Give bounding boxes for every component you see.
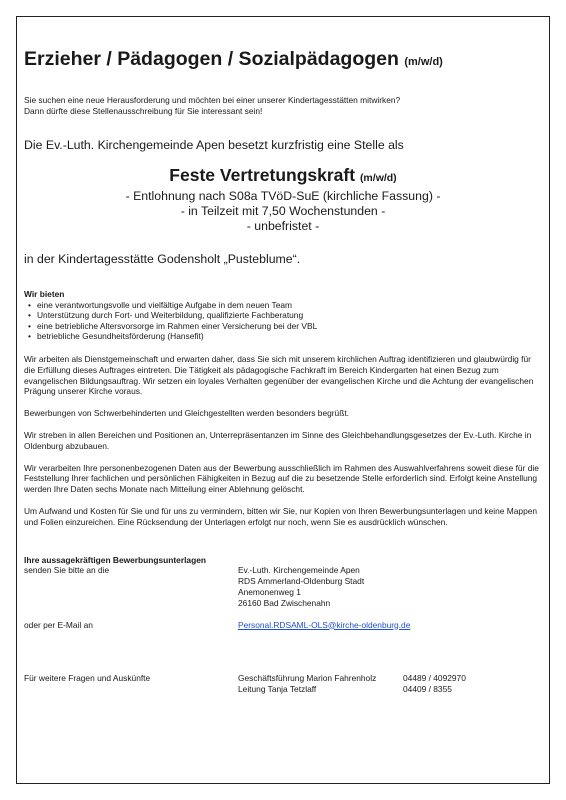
contacts-row — [24, 673, 542, 695]
offers-heading: Wir bieten — [24, 288, 65, 299]
application-email-row — [24, 620, 542, 631]
list-item: • betriebliche Gesundheitsförderung (Hansefit) — [37, 331, 542, 342]
location-text: in der Kindertagesstätte Godensholt „Pusteblume“. — [24, 251, 301, 266]
intro-line: Dann dürfte diese Stellenausschreibung für Sie interessant sein! — [24, 106, 263, 116]
email-link[interactable]: Personal.RDSAML-OLS@kirche-oldenburg.de — [238, 619, 411, 630]
paragraph-disability: Bewerbungen von Schwerbehinderten und Gleichgestellten werden besonders begrüßt. — [24, 408, 349, 419]
paragraph-expectations: Wir arbeiten als Dienstgemeinschaft und erwarten daher, dass Sie sich mit unserem kirchlichen Auftrag identifizieren und glaubwürdig für die Erfüllung dieses Auftrages eintreten. Die Tätigkeit als pädagogische Fachkraft im Bereich Kindergarten hat einen Bezug zum evangelischen Bildungsauftrag. Wir setzen ein loyales Verhalten gegenüber der evangelischen Kirche und die Achtung der evangelischen Prägung unserer Kirche voraus. — [24, 353, 534, 397]
list-item: • eine betriebliche Altersvorsorge im Rahmen einer Versicherung bei der VBL — [37, 321, 542, 332]
position-title-text: Feste Vertretungskraft — [169, 165, 356, 185]
page-title — [24, 46, 542, 75]
contacts-label: Für weitere Fragen und Auskünfte — [24, 673, 151, 684]
contact-entry — [238, 673, 542, 684]
offers-list — [24, 300, 542, 342]
list-item: • eine verantwortungsvolle und vielfältige Aufgabe in dem neuen Team — [37, 300, 542, 311]
lead-text: Die Ev.-Luth. Kirchengemeinde Apen besetzt kurzfristig eine Stelle als — [24, 138, 404, 152]
list-item: • Unterstützung durch Fort- und Weiterbildung, qualifizierte Fachberatung — [37, 310, 542, 321]
address-line: RDS Ammerland-Oldenburg Stadt — [238, 576, 365, 587]
position-pay: - Entlohnung nach S08a TVöD-SuE (kirchliche Fassung) - — [125, 189, 441, 203]
title-text: Erzieher / Pädagogen / Sozialpädagogen — [24, 48, 399, 70]
contact-name: Leitung Tanja Tetzlaff — [238, 684, 317, 695]
intro-line: Sie suchen eine neue Herausforderung und möchten bei einer unserer Kindertagesstätten mitwirken? — [24, 95, 401, 105]
address-line: 26160 Bad Zwischenahn — [238, 597, 331, 608]
mailing-address — [238, 565, 542, 608]
contacts-list — [238, 673, 542, 695]
intro-text — [24, 95, 542, 117]
paragraph-documents: Um Aufwand und Kosten für Sie und für uns zu vermindern, bitten wir Sie, nur Kopien von Ihren Bewerbungsunterlagen und keine Mappen und Folien einzureichen. Eine Rücksendung der Unterlagen erfolgt nur noch, wenn Sie es ausdrücklich wünschen. — [24, 505, 538, 527]
position-title-suffix: (m/w/d) — [359, 172, 397, 184]
application-heading: Ihre aussagekräftigen Bewerbungsunterlagen — [24, 554, 206, 565]
application-address-row — [24, 565, 542, 608]
send-label: senden Sie bitte an die — [24, 565, 110, 576]
paragraph-data-privacy: Wir verarbeiten Ihre personenbezogenen Daten aus der Bewerbung ausschließlich im Rahmen des Auswahlverfahrens soweit diese für die Feststellung Ihrer fachlichen und persönlichen Fähigkeiten in Bezug auf die zu besetzende Stelle erforderlich sind. Erfolgt keine Anstellung werden Ihre Daten sechs Monate nach Mitteilung einer Ablehnung gelöscht. — [24, 462, 539, 495]
contact-entry — [238, 684, 542, 695]
title-suffix: (m/w/d) — [404, 56, 443, 68]
paragraph-equality: Wir streben in allen Bereichen und Positionen an, Unterrepräsentanzen im Sinne des Gleichbehandlungsgesetzes der Ev.-Luth. Kirche in Oldenburg abzubauen. — [24, 429, 532, 451]
address-line: Ev.-Luth. Kirchengemeinde Apen — [238, 565, 360, 576]
position-title — [24, 164, 542, 189]
address-line: Anemonenweg 1 — [238, 586, 301, 597]
email-label: oder per E-Mail an — [24, 619, 93, 630]
position-hours: - in Teilzeit mit 7,50 Wochenstunden - — [180, 204, 386, 219]
contact-name: Geschäftsführung Marion Fahrenholz — [238, 673, 377, 684]
contact-phone: 04489 / 4092970 — [403, 673, 466, 684]
job-ad — [24, 46, 542, 695]
contact-phone: 04409 / 8355 — [403, 684, 452, 695]
position-term: - unbefristet - — [246, 219, 320, 234]
